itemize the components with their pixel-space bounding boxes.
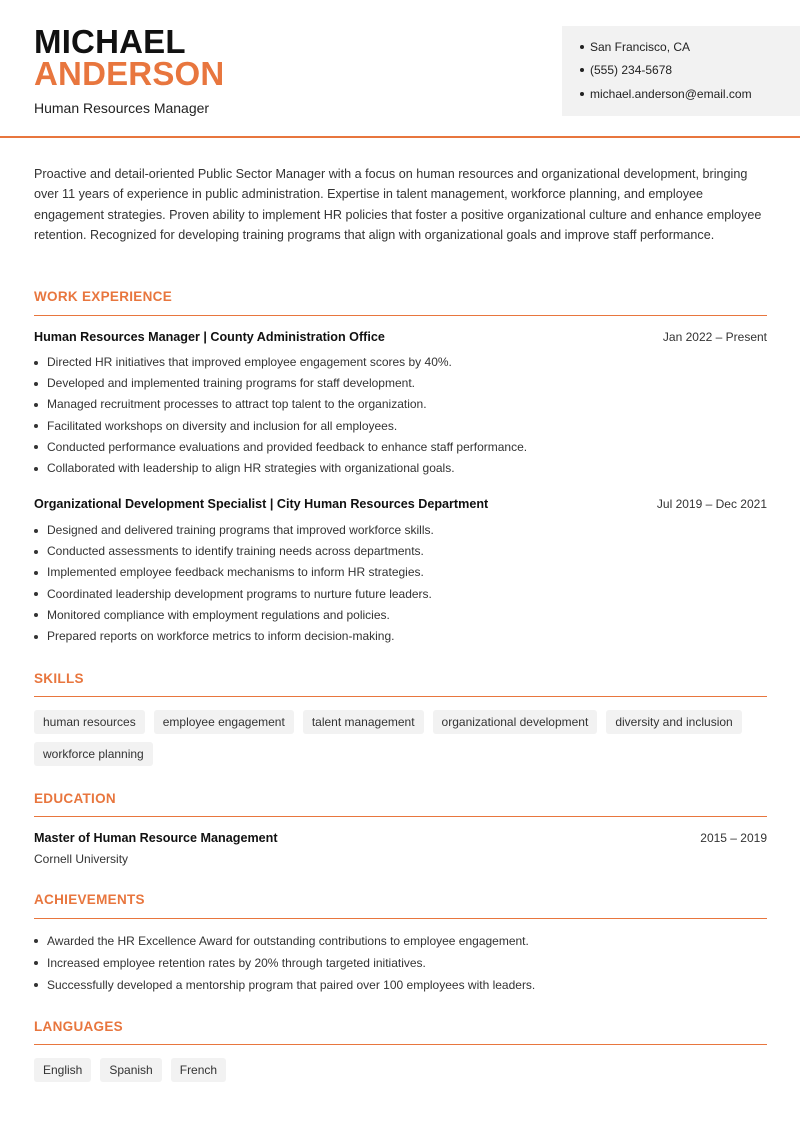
bullet-icon <box>34 445 38 449</box>
list-item <box>34 541 767 562</box>
bullet-text: Managed recruitment processes to attract top talent to the organization. <box>47 397 427 412</box>
bullet-icon <box>34 361 38 365</box>
section-divider <box>34 918 767 919</box>
job-entry-header <box>34 330 767 344</box>
bullet-text: Designed and delivered training programs that improved workforce skills. <box>47 523 434 537</box>
job-role: Human Resources Manager | County Administration Office <box>34 330 385 344</box>
skill-tag: organizational development <box>433 710 598 734</box>
list-item <box>34 626 767 647</box>
list-item <box>34 373 767 394</box>
school-name: Cornell University <box>34 852 129 866</box>
job-entry-header <box>34 497 767 511</box>
language-tag: French <box>171 1058 226 1082</box>
skill-tag: talent management <box>303 710 424 734</box>
bullet-text: Awarded the HR Excellence Award for outstanding contributions to employee engagement. <box>47 934 529 948</box>
section-divider <box>34 1044 767 1045</box>
list-item <box>34 416 767 437</box>
bullet-icon <box>580 92 584 96</box>
bullet-icon <box>34 550 38 554</box>
languages-heading: LANGUAGES <box>34 1019 123 1034</box>
contact-email[interactable] <box>580 87 752 101</box>
languages-tags <box>34 1058 767 1082</box>
resume-header <box>0 0 800 138</box>
bullet-icon <box>34 592 38 596</box>
first-name: MICHAEL <box>34 23 186 60</box>
professional-summary: Proactive and detail-oriented Public Sector Manager with a focus on human resources and organizational development, bringing over 11 years of experience in public administration. Expertise in talent management, workforce planning, and employee engagement strategies. Proven ability to implement HR policies that foster a positive organizational culture and enhance employee retention. Recognized for developing training programs that align with organizational goals and improve staff performance. <box>34 167 762 243</box>
education-entry-header <box>34 831 767 845</box>
section-divider <box>34 696 767 697</box>
list-item <box>34 562 767 583</box>
location-text: San Francisco, CA <box>590 40 691 54</box>
list-item <box>34 605 767 626</box>
bullet-text: Coordinated leadership development programs to nurture future leaders. <box>47 586 432 601</box>
achievements-list <box>34 930 767 996</box>
section-divider <box>34 816 767 817</box>
skill-tag: workforce planning <box>34 742 153 766</box>
achievements-heading: ACHIEVEMENTS <box>34 892 145 907</box>
bullet-icon <box>34 382 38 386</box>
bullet-text: Facilitated workshops on diversity and inclusion for all employees. <box>47 418 398 433</box>
list-item <box>34 930 767 952</box>
bullet-text: Collaborated with leadership to align HR strategies with organizational goals. <box>47 460 455 475</box>
list-item <box>34 458 767 479</box>
bullet-text: Prepared reports on workforce metrics to inform decision-making. <box>47 628 395 643</box>
job-bullets <box>34 352 767 479</box>
list-item <box>34 974 767 996</box>
bullet-icon <box>580 45 584 49</box>
bullet-text: Conducted assessments to identify training needs across departments. <box>47 544 424 559</box>
list-item <box>34 352 767 373</box>
skills-tags <box>34 710 767 766</box>
list-item <box>34 520 767 541</box>
bullet-text: Directed HR initiatives that improved employee engagement scores by 40%. <box>47 355 452 369</box>
education-heading: EDUCATION <box>34 791 116 806</box>
list-item <box>34 394 767 415</box>
phone-text: (555) 234-5678 <box>590 63 673 77</box>
job-role: Organizational Development Specialist | City Human Resources Department <box>34 497 489 511</box>
language-tag: English <box>34 1058 91 1082</box>
section-divider <box>34 315 767 316</box>
bullet-icon <box>34 529 38 533</box>
bullet-icon <box>34 961 38 965</box>
language-tag: Spanish <box>100 1058 161 1082</box>
bullet-text: Increased employee retention rates by 20% through targeted initiatives. <box>47 956 426 970</box>
contact-location <box>580 40 690 54</box>
contact-box <box>562 26 800 116</box>
skill-tag: employee engagement <box>154 710 294 734</box>
job-dates: Jan 2022 – Present <box>662 330 767 344</box>
contact-phone <box>580 63 672 77</box>
bullet-icon <box>34 403 38 407</box>
bullet-icon <box>34 635 38 639</box>
list-item <box>34 437 767 458</box>
list-item <box>34 952 767 974</box>
bullet-icon <box>34 939 38 943</box>
degree: Master of Human Resource Management <box>34 831 278 845</box>
last-name: ANDERSON <box>34 55 225 92</box>
job-dates: Jul 2019 – Dec 2021 <box>656 497 767 511</box>
job-title: Human Resources Manager <box>34 100 210 116</box>
bullet-text: Implemented employee feedback mechanisms to inform HR strategies. <box>47 565 424 580</box>
skill-tag: diversity and inclusion <box>606 710 741 734</box>
skills-heading: SKILLS <box>34 671 84 686</box>
bullet-text: Monitored compliance with employment regulations and policies. <box>47 607 390 622</box>
bullet-icon <box>34 613 38 617</box>
bullet-icon <box>34 467 38 471</box>
bullet-text: Developed and implemented training programs for staff development. <box>47 376 415 391</box>
bullet-icon <box>580 68 584 72</box>
bullet-icon <box>34 424 38 428</box>
bullet-icon <box>34 983 38 987</box>
skill-tag: human resources <box>34 710 145 734</box>
bullet-text: Successfully developed a mentorship program that paired over 100 employees with leaders. <box>47 978 536 992</box>
work-experience-heading: WORK EXPERIENCE <box>34 289 173 304</box>
bullet-icon <box>34 571 38 575</box>
job-bullets <box>34 520 767 647</box>
education-dates: 2015 – 2019 <box>700 831 767 845</box>
bullet-text: Conducted performance evaluations and provided feedback to enhance staff performance. <box>47 439 528 454</box>
email-text[interactable]: michael.anderson@email.com <box>590 87 752 101</box>
list-item <box>34 584 767 605</box>
